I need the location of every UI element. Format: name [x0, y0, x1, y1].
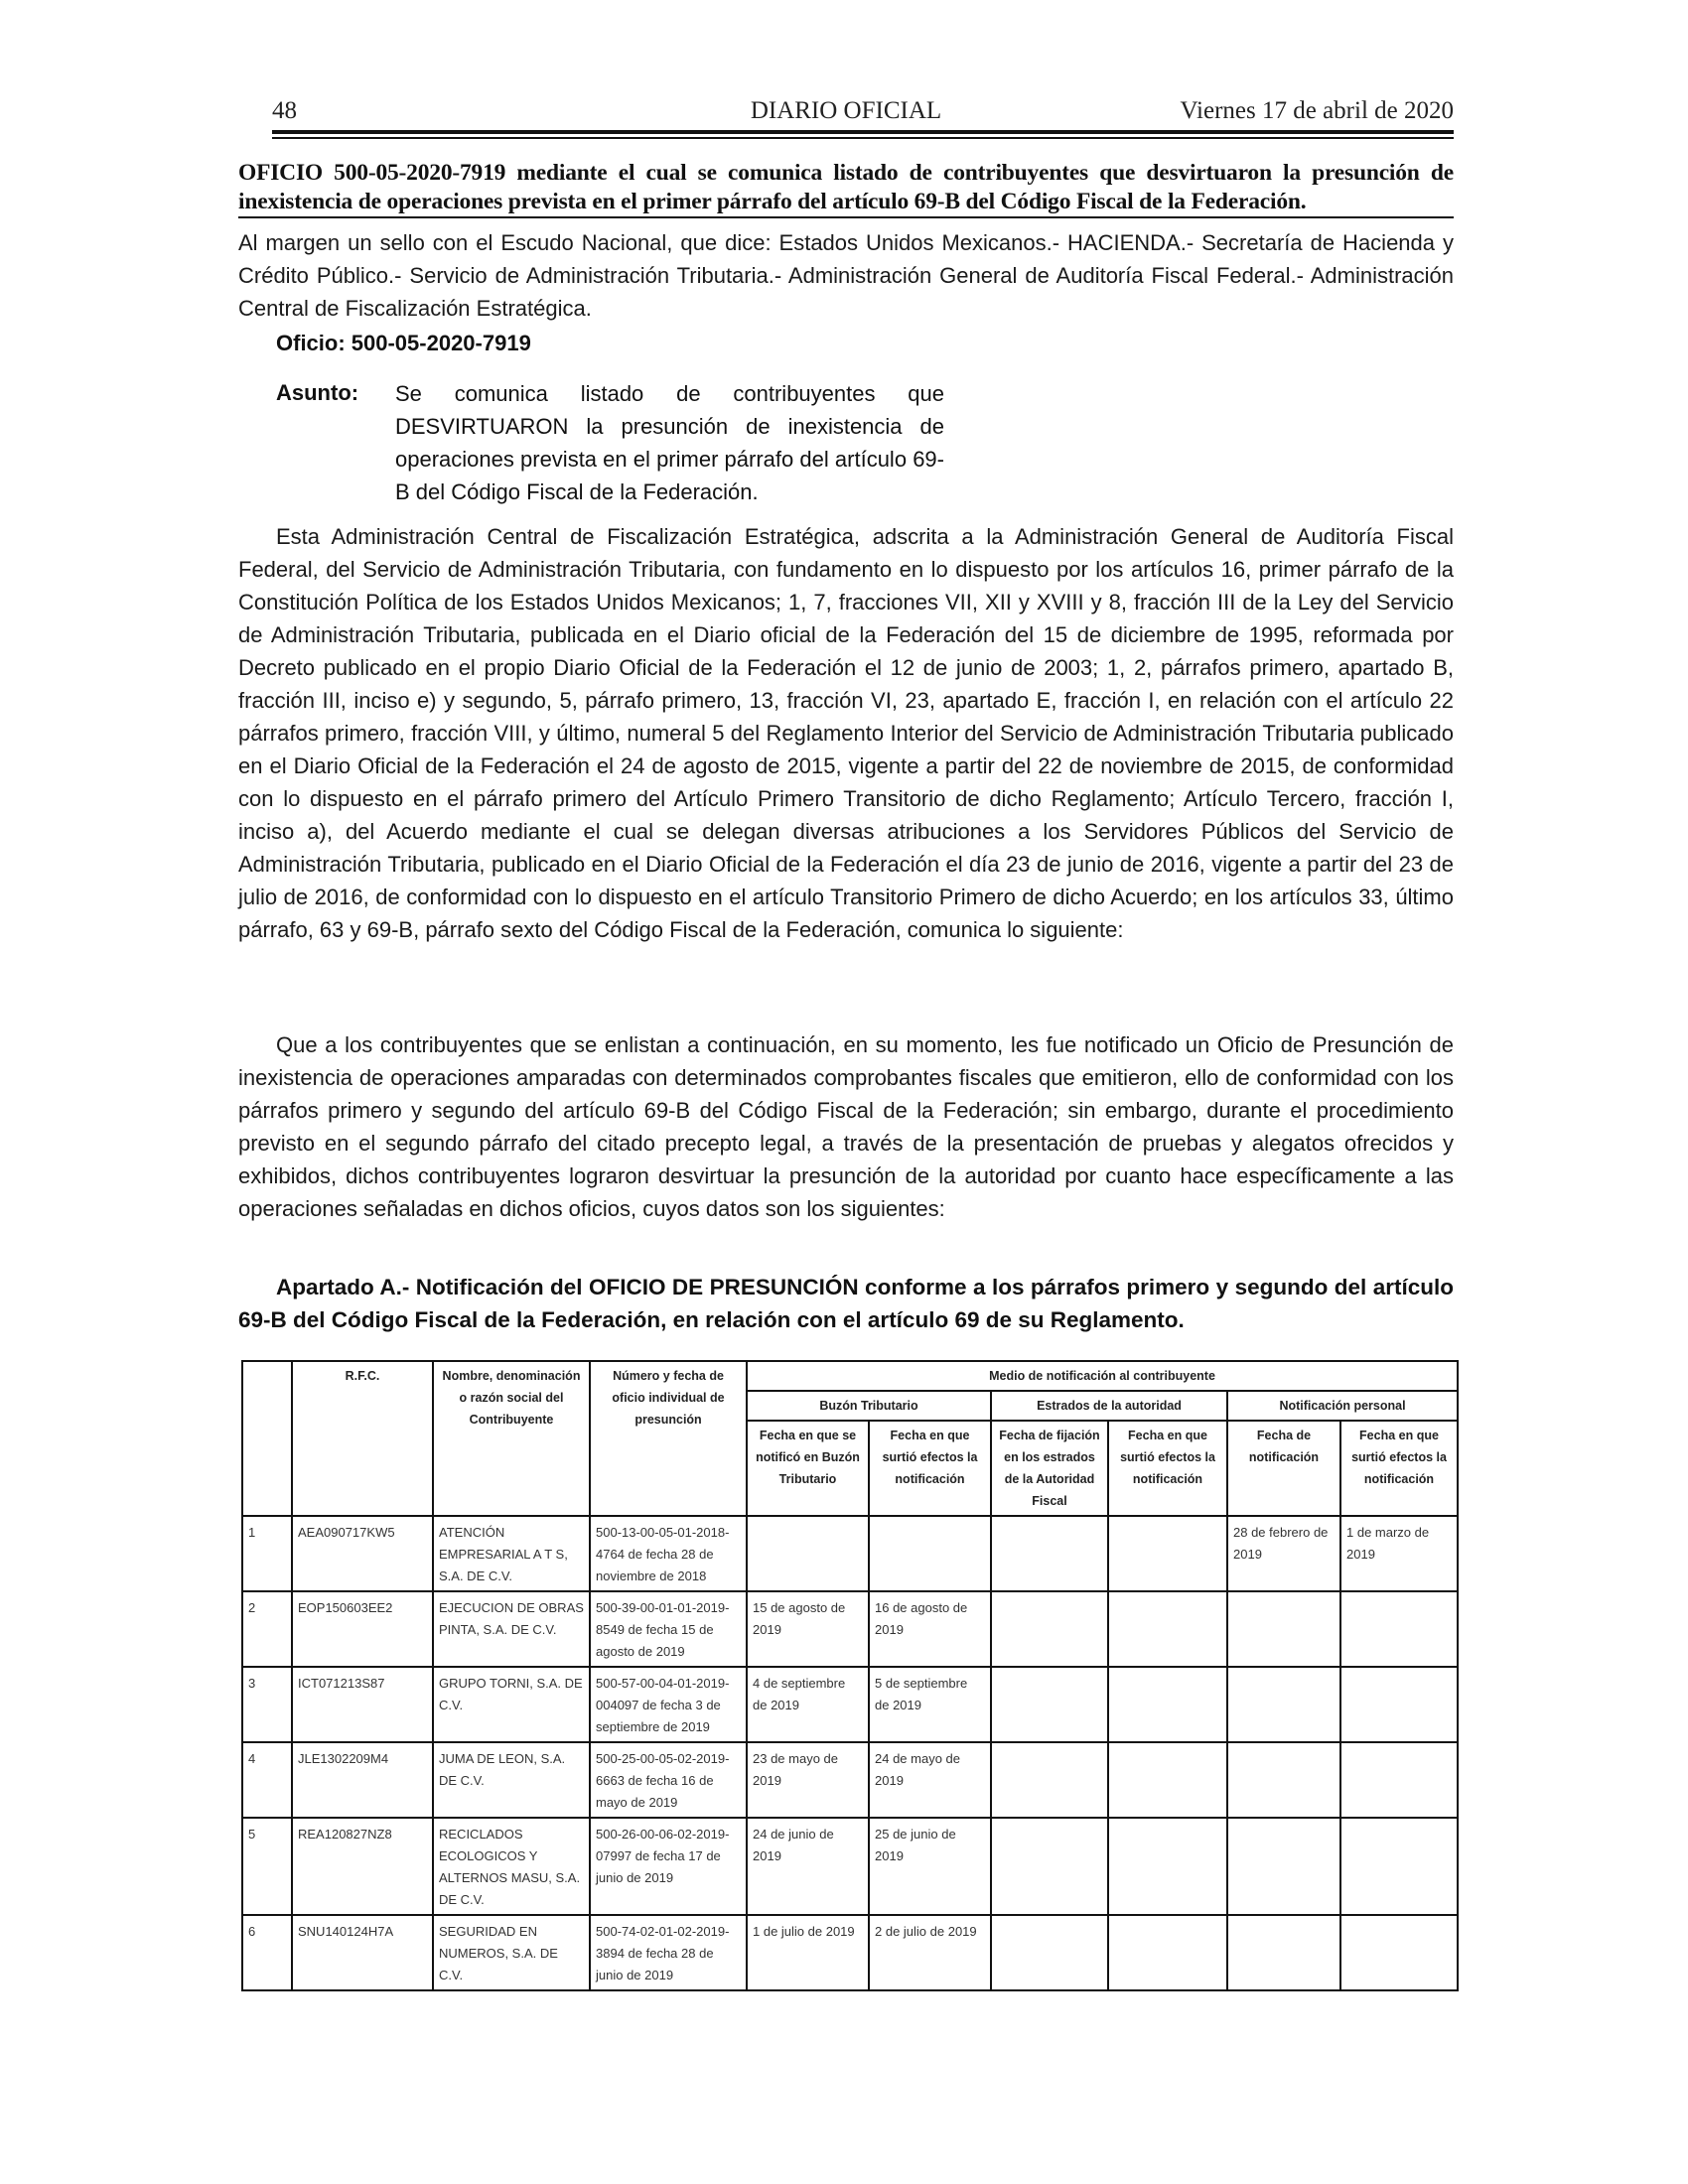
- cell-buzon-notif: 1 de julio de 2019: [747, 1915, 869, 1990]
- table-row: [242, 1742, 1458, 1818]
- header-personal-efectos: Fecha en que surtió efectos la notificación: [1340, 1421, 1458, 1516]
- cell-estrados-efectos: [1108, 1742, 1227, 1818]
- cell-buzon-efectos: [869, 1516, 991, 1591]
- cell-buzon-notif: 23 de mayo de 2019: [747, 1742, 869, 1818]
- page-number: 48: [272, 97, 297, 124]
- asunto-text: Se comunica listado de contribuyentes que DESVIRTUARON la presunción de inexistencia de operaciones prevista en el primer párrafo del artículo 69-B del Código Fiscal de la Federación.: [395, 381, 944, 504]
- cell-nombre: SEGURIDAD EN NUMEROS, S.A. DE C.V.: [433, 1915, 590, 1990]
- cell-nombre: GRUPO TORNI, S.A. DE C.V.: [433, 1667, 590, 1742]
- title-rule: [238, 216, 1454, 218]
- header-estrados-fijacion: Fecha de fijación en los estrados de la Autoridad Fiscal: [991, 1421, 1108, 1516]
- cell-nombre: EJECUCION DE OBRAS PINTA, S.A. DE C.V.: [433, 1591, 590, 1667]
- cell-buzon-efectos: 2 de julio de 2019: [869, 1915, 991, 1990]
- cell-estrados-fijacion: [991, 1915, 1108, 1990]
- cell-rfc: SNU140124H7A: [292, 1915, 433, 1990]
- cell-estrados-efectos: [1108, 1915, 1227, 1990]
- cell-personal-efectos: [1340, 1742, 1458, 1818]
- cell-personal-notif: 28 de febrero de 2019: [1227, 1516, 1340, 1591]
- cell-buzon-notif: 24 de junio de 2019: [747, 1818, 869, 1915]
- publication-name: DIARIO OFICIAL: [750, 97, 942, 124]
- header-rule-thick: [272, 130, 1454, 134]
- body-paragraph: Esta Administración Central de Fiscalización Estratégica, adscrita a la Administración General de Auditoría Fiscal Federal, del Servicio de Administración Tributaria, con fundamento en lo dispuesto por los artículos 16, primer párrafo de la Constitución Política de los Estados Unidos Mexicanos; 1, 7, fracciones VII, XII y XVIII y 8, fracción III de la Ley del Servicio de Administración Tributaria, publicada en el Diario oficial de la Federación del 15 de diciembre de 1995, reformada por Decreto publicado en el propio Diario Oficial de la Federación el 12 de junio de 2003; 1, 2, párrafos primero, apartado B, fracción III, inciso e) y segundo, 5, párrafo primero, 13, fracción VI, 23, apartado E, fracción I, en relación con el artículo 22 párrafos primero, fracción VIII, y último, numeral 5 del Reglamento Interior del Servicio de Administración Tributaria publicado en el Diario Oficial de la Federación el 24 de agosto de 2015, vigente a partir del 22 de noviembre de 2015, de conformidad con lo dispuesto en el párrafo primero del Artículo Primero Transitorio de dicho Reglamento; Artículo Tercero, fracción I, inciso a), del Acuerdo mediante el cual se delegan diversas atribuciones a los Servidores Públicos del Servicio de Administración Tributaria, publicado en el Diario Oficial de la Federación el día 23 de junio de 2016, vigente a partir del 23 de julio de 2016, de conformidad con lo dispuesto en el artículo Transitorio Primero de dicho Acuerdo; en los artículos 33, último párrafo, 63 y 69-B, párrafo sexto del Código Fiscal de la Federación, comunica lo siguiente:: [238, 524, 1454, 942]
- cell-oficio: 500-57-00-04-01-2019-004097 de fecha 3 de septiembre de 2019: [590, 1667, 747, 1742]
- header-group-buzon: Buzón Tributario: [747, 1391, 991, 1421]
- cell-num: 2: [242, 1591, 292, 1667]
- cell-oficio: 500-13-00-05-01-2018-4764 de fecha 28 de noviembre de 2018: [590, 1516, 747, 1591]
- cell-estrados-efectos: [1108, 1591, 1227, 1667]
- cell-personal-notif: [1227, 1915, 1340, 1990]
- table-row: [242, 1516, 1458, 1591]
- cell-personal-efectos: [1340, 1818, 1458, 1915]
- cell-personal-efectos: [1340, 1667, 1458, 1742]
- cell-num: 5: [242, 1818, 292, 1915]
- table-row: [242, 1591, 1458, 1667]
- margin-note: Al margen un sello con el Escudo Nacional, que dice: Estados Unidos Mexicanos.- HACIENDA.- Secretaría de Hacienda y Crédito Público.- Servicio de Administración Tributaria.- Administración General de Auditoría Fiscal Federal.- Administración Central de Fiscalización Estratégica.: [238, 230, 1454, 321]
- cell-num: 6: [242, 1915, 292, 1990]
- cell-personal-efectos: 1 de marzo de 2019: [1340, 1516, 1458, 1591]
- cell-nombre: ATENCIÓN EMPRESARIAL A T S, S.A. DE C.V.: [433, 1516, 590, 1591]
- header-oficio: Número y fecha de oficio individual de presunción: [590, 1361, 747, 1516]
- cell-buzon-efectos: 16 de agosto de 2019: [869, 1591, 991, 1667]
- cell-buzon-efectos: 24 de mayo de 2019: [869, 1742, 991, 1818]
- cell-personal-notif: [1227, 1591, 1340, 1667]
- asunto-label: Asunto:: [276, 380, 359, 405]
- cell-rfc: EOP150603EE2: [292, 1591, 433, 1667]
- header-group-personal: Notificación personal: [1227, 1391, 1458, 1421]
- cell-estrados-efectos: [1108, 1818, 1227, 1915]
- cell-personal-notif: [1227, 1742, 1340, 1818]
- cell-num: 4: [242, 1742, 292, 1818]
- cell-rfc: JLE1302209M4: [292, 1742, 433, 1818]
- header-estrados-efectos: Fecha en que surtió efectos la notificación: [1108, 1421, 1227, 1516]
- running-header: [238, 97, 1454, 133]
- header-buzon-notif: Fecha en que se notificó en Buzón Tributario: [747, 1421, 869, 1516]
- cell-estrados-fijacion: [991, 1591, 1108, 1667]
- header-personal-notif: Fecha de notificación: [1227, 1421, 1340, 1516]
- cell-oficio: 500-74-02-01-02-2019-3894 de fecha 28 de junio de 2019: [590, 1915, 747, 1990]
- cell-personal-efectos: [1340, 1591, 1458, 1667]
- cell-personal-notif: [1227, 1818, 1340, 1915]
- cell-num: 3: [242, 1667, 292, 1742]
- cell-personal-notif: [1227, 1667, 1340, 1742]
- table-row: [242, 1915, 1458, 1990]
- cell-estrados-fijacion: [991, 1742, 1108, 1818]
- cell-buzon-notif: 4 de septiembre de 2019: [747, 1667, 869, 1742]
- header-buzon-efectos: Fecha en que surtió efectos la notificación: [869, 1421, 991, 1516]
- header-num: [242, 1361, 292, 1516]
- header-rfc: R.F.C.: [292, 1361, 433, 1516]
- body-paragraph: Que a los contribuyentes que se enlistan a continuación, en su momento, les fue notificado un Oficio de Presunción de inexistencia de operaciones amparadas con determinados comprobantes fiscales que emitieron, ello de conformidad con los párrafos primero y segundo del artículo 69-B del Código Fiscal de la Federación; sin embargo, durante el procedimiento previsto en el segundo párrafo del citado precepto legal, a través de la presentación de pruebas y alegatos ofrecidos y exhibidos, dichos contribuyentes lograron desvirtuar la presunción de la autoridad por cuanto hace específicamente a las operaciones señaladas en dichos oficios, cuyos datos son los siguientes:: [238, 1032, 1454, 1221]
- table-row: [242, 1667, 1458, 1742]
- cell-buzon-efectos: 25 de junio de 2019: [869, 1818, 991, 1915]
- cell-personal-efectos: [1340, 1915, 1458, 1990]
- document-title: OFICIO 500-05-2020-7919 mediante el cual se comunica listado de contribuyentes que desvirtuaron la presunción de inexistencia de operaciones prevista en el primer párrafo del artículo 69-B del Código Fiscal de la Federación.: [238, 160, 1454, 214]
- cell-oficio: 500-25-00-05-02-2019-6663 de fecha 16 de mayo de 2019: [590, 1742, 747, 1818]
- cell-nombre: JUMA DE LEON, S.A. DE C.V.: [433, 1742, 590, 1818]
- cell-nombre: RECICLADOS ECOLOGICOS Y ALTERNOS MASU, S.A. DE C.V.: [433, 1818, 590, 1915]
- cell-buzon-notif: [747, 1516, 869, 1591]
- cell-oficio: 500-26-00-06-02-2019-07997 de fecha 17 de junio de 2019: [590, 1818, 747, 1915]
- header-rule-thin: [272, 137, 1454, 139]
- oficio-number: Oficio: 500-05-2020-7919: [276, 331, 531, 355]
- table-row: [242, 1818, 1458, 1915]
- cell-estrados-efectos: [1108, 1667, 1227, 1742]
- cell-estrados-fijacion: [991, 1818, 1108, 1915]
- cell-rfc: REA120827NZ8: [292, 1818, 433, 1915]
- cell-buzon-efectos: 5 de septiembre de 2019: [869, 1667, 991, 1742]
- cell-oficio: 500-39-00-01-01-2019-8549 de fecha 15 de agosto de 2019: [590, 1591, 747, 1667]
- cell-estrados-fijacion: [991, 1667, 1108, 1742]
- header-group-estrados: Estrados de la autoridad: [991, 1391, 1227, 1421]
- cell-estrados-efectos: [1108, 1516, 1227, 1591]
- header-medio-notificacion: Medio de notificación al contribuyente: [747, 1361, 1458, 1391]
- header-nombre: Nombre, denominación o razón social del Contribuyente: [433, 1361, 590, 1516]
- apartado-heading: Apartado A.- Notificación del OFICIO DE PRESUNCIÓN conforme a los párrafos primero y segundo del artículo 69-B del Código Fiscal de la Federación, en relación con el artículo 69 de su Reglamento.: [238, 1275, 1454, 1332]
- cell-num: 1: [242, 1516, 292, 1591]
- cell-rfc: ICT071213S87: [292, 1667, 433, 1742]
- cell-estrados-fijacion: [991, 1516, 1108, 1591]
- contribuyentes-table: [241, 1360, 1459, 1991]
- publication-date: Viernes 17 de abril de 2020: [1180, 97, 1454, 124]
- cell-buzon-notif: 15 de agosto de 2019: [747, 1591, 869, 1667]
- cell-rfc: AEA090717KW5: [292, 1516, 433, 1591]
